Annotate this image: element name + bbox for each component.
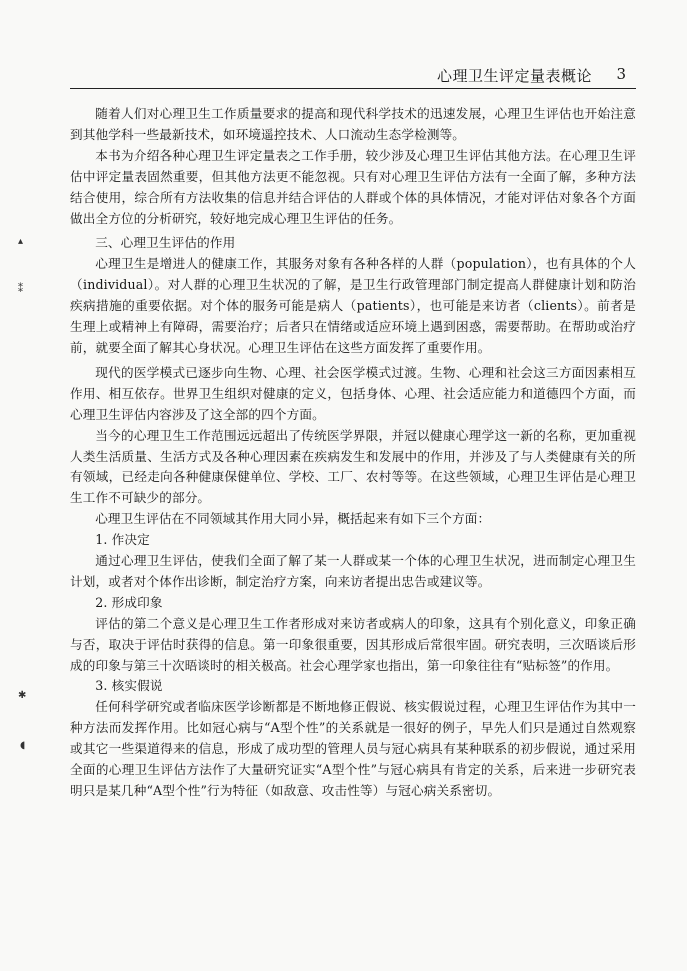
page-number: 3 (616, 65, 626, 83)
subheading-decision: 1. 作决定 (95, 532, 150, 548)
section-heading: 三、心理卫生评估的作用 (95, 235, 236, 251)
paragraph-health-psychology: 当今的心理卫生工作范围远远超出了传统医学界限，并冠以健康心理学这一新的名称，更加重视人类生活质量、生活方式及各种心理因素在疾病发生和发展中的作用，并涉及了与人类健康有关的所有领域，已经走向各种健康保健单位、学校、工厂、农村等等。在这些领域，心理卫生评估是心理卫生工作不可缺少的部分。 (70, 427, 636, 506)
paragraph-medical-model: 现代的医学模式已逐步向生物、心理、社会医学模式过渡。生物、心理和社会这三方面因素相互作用、相互依存。世界卫生组织对健康的定义，包括身体、心理、社会适应能力和道德四个方面，而心理卫生评估内容涉及了这全部的四个方面。 (70, 364, 636, 422)
running-header (70, 62, 636, 89)
running-header-title: 心理卫生评定量表概论 (436, 67, 592, 85)
subheading-impression: 2. 形成印象 (95, 594, 163, 610)
scan-speck: ✱ (18, 690, 27, 701)
paragraph-intro-2: 本书为介绍各种心理卫生评定量表之工作手册，较少涉及心理卫生评估其他方法。在心理卫生评估中评定量表固然重要，但其他方法更不能忽视。只有对心理卫生评估方法有一全面了解，多种方法结合使用，综合所有方法收集的信息并结合评估的人群或个体的具体情况，才能对评估对象各个方面做出全方位的分析研究，较好地完成心理卫生评估的任务。 (70, 147, 636, 226)
subheading-hypothesis: 3. 核实假说 (95, 678, 163, 694)
paragraph-summary: 心理卫生评估在不同领域其作用大同小异，概括起来有如下三个方面： (95, 511, 491, 527)
scan-speck: ▴ (18, 236, 24, 247)
paragraph-decision: 通过心理卫生评估，使我们全面了解了某一人群或某一个体的心理卫生状况，进而制定心理卫生计划，或者对个体作出诊断，制定治疗方案，向来访者提出忠告或建议等。 (70, 553, 636, 589)
paragraph-impression: 评估的第二个意义是心理卫生工作者形成对来访者或病人的印象，这具有个别化意义，印象正确与否，取决于评估时获得的信息。第一印象很重要，因其形成后常很牢固。研究表明，三次晤谈后形成的印象与第三十次晤谈时的相关极高。社会心理学家也指出，第一印象往往有“贴标签”的作用。 (70, 615, 636, 673)
paragraph-intro-1: 随着人们对心理卫生工作质量要求的提高和现代科学技术的迅速发展，心理卫生评估也开始注意到其他学科一些最新技术，如环境遥控技术、人口流动生态学检测等。 (70, 106, 636, 142)
scan-speck: ⁑ (18, 284, 23, 295)
paragraph-hypothesis: 任何科学研究或者临床医学诊断都是不断地修正假说、核实假说过程，心理卫生评估作为其中一种方法而发挥作用。比如冠心病与“A型个性”的关系就是一很好的例子，早先人们只是通过自然观察或其它一些渠道得来的信息，形成了成功型的管理人员与冠心病具有某种联系的初步假说，通过采用全面的心理卫生评估方法作了大量研究证实“A型个性”与冠心病具有肯定的关系，后来进一步研究表明只是某几种“A型个性”行为特征（如敌意、攻击性等）与冠心病关系密切。 (70, 699, 636, 798)
paragraph-service: 心理卫生是增进人的健康工作，其服务对象有各种各样的人群（population），也有具体的个人（individual）。对人群的心理卫生状况的了解，是卫生行政管理部门制定提高人群健康计划和防治疾病措施的重要依据。对个体的服务可能是病人（patients），也可能是来访者（clients）。前者是生理上或精神上有障碍，需要治疗；后者只在情绪或适应环境上遇到困惑，需要帮助。在帮助或治疗前，就要全面了解其心身状况。心理卫生评估在这些方面发挥了重要作用。 (70, 256, 636, 355)
body-text (70, 104, 636, 802)
scan-speck: ◖ (20, 740, 26, 751)
